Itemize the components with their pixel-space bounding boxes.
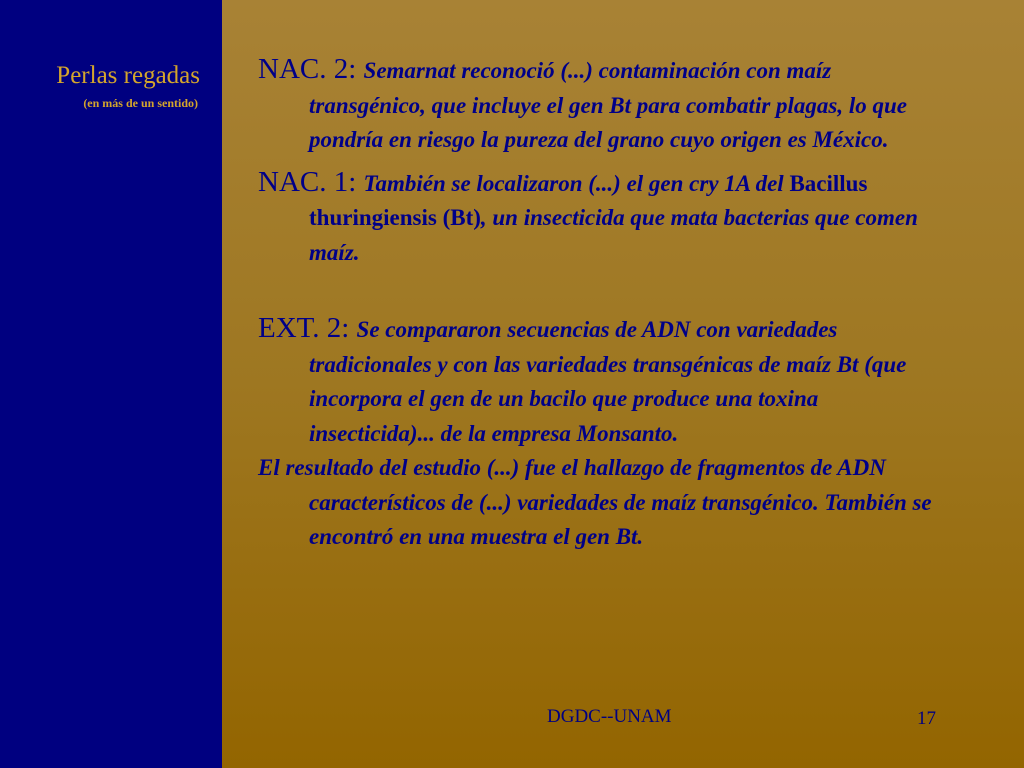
slide-body [222, 0, 1024, 768]
paragraph-lead: EXT. 2: [258, 312, 357, 344]
page-number: 17 [917, 708, 936, 729]
paragraph-lead: NAC. 2: [258, 53, 364, 85]
paragraph-text: Semarnat reconoció (...) contaminación con maíz transgénico, que incluye el gen Bt para combatir plagas, lo que pondría en riesgo la pureza del grano cuyo origen es México. [309, 58, 908, 152]
slide-subtitle: (en más de un sentido) [83, 96, 198, 110]
paragraph-text: También se localizaron (...) el gen cry 1A del [363, 170, 790, 196]
species-name: Bacillus thuringiensis (Bt) [309, 170, 868, 230]
paragraph-text: El resultado del estudio (...) fue el hallazgo de fragmentos de ADN característicos de (...) variedades de maíz transgénico. También se encontró en una muestra el gen Bt. [258, 455, 932, 549]
paragraph-ext-2 [258, 311, 938, 451]
content-area [258, 52, 938, 555]
footer-organization: DGDC--UNAM [547, 706, 672, 727]
sidebar-panel [0, 0, 222, 768]
paragraph-nac-2 [258, 52, 938, 158]
paragraph-lead: NAC. 1: [258, 165, 364, 198]
paragraph-text: Se compararon secuencias de ADN con variedades tradicionales y con las variedades transgénicas de maíz Bt (que incorpora el gen de un bacilo que produce una toxina insecticida)... de la empresa Monsanto. [309, 317, 907, 446]
paragraph-result [258, 451, 938, 555]
paragraph-nac-1 [258, 165, 938, 271]
slide-title: Perlas regadas [56, 62, 200, 89]
paragraph-text: , un insecticida que mata bacterias que comen maíz. [309, 205, 918, 265]
